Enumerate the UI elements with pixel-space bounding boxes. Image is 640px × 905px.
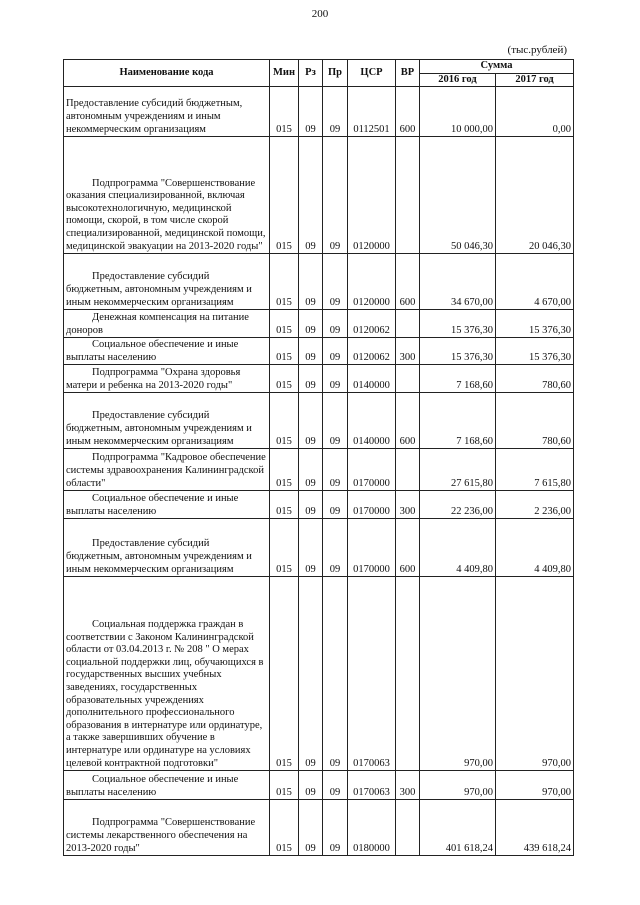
row-name: Предоставление субсидий бюджетным, автономным учреждениям и иным некоммерческим организациям xyxy=(64,393,270,449)
table-header-row xyxy=(64,60,574,74)
row-csr: 0170063 xyxy=(348,771,396,800)
row-min: 015 xyxy=(270,254,299,310)
row-pr: 09 xyxy=(323,254,348,310)
row-2016: 7 168,60 xyxy=(420,393,496,449)
row-rz: 09 xyxy=(299,491,323,519)
row-min: 015 xyxy=(270,338,299,365)
row-2017: 970,00 xyxy=(496,771,574,800)
row-min: 015 xyxy=(270,365,299,393)
row-vr xyxy=(396,449,420,491)
row-vr xyxy=(396,310,420,338)
row-rz: 09 xyxy=(299,393,323,449)
row-2017: 7 615,80 xyxy=(496,449,574,491)
row-2017: 2 236,00 xyxy=(496,491,574,519)
row-csr: 0112501 xyxy=(348,87,396,137)
row-vr: 300 xyxy=(396,491,420,519)
row-min: 015 xyxy=(270,310,299,338)
row-csr: 0120000 xyxy=(348,137,396,254)
row-vr xyxy=(396,577,420,771)
row-2017: 970,00 xyxy=(496,577,574,771)
row-rz: 09 xyxy=(299,254,323,310)
header-name: Наименование кода xyxy=(64,60,270,87)
table-row xyxy=(64,310,574,338)
row-2016: 15 376,30 xyxy=(420,310,496,338)
row-csr: 0170063 xyxy=(348,577,396,771)
row-min: 015 xyxy=(270,449,299,491)
row-csr: 0120062 xyxy=(348,338,396,365)
row-rz: 09 xyxy=(299,519,323,577)
row-csr: 0140000 xyxy=(348,365,396,393)
row-name: Предоставление субсидий бюджетным, автономным учреждениям и иным некоммерческим организациям xyxy=(64,254,270,310)
row-pr: 09 xyxy=(323,137,348,254)
row-2017: 439 618,24 xyxy=(496,800,574,856)
row-pr: 09 xyxy=(323,393,348,449)
row-vr xyxy=(396,800,420,856)
row-vr xyxy=(396,137,420,254)
row-2016: 22 236,00 xyxy=(420,491,496,519)
row-rz: 09 xyxy=(299,771,323,800)
row-min: 015 xyxy=(270,137,299,254)
row-rz: 09 xyxy=(299,577,323,771)
row-name: Социальное обеспечение и иные выплаты населению xyxy=(64,491,270,519)
row-min: 015 xyxy=(270,577,299,771)
table-row xyxy=(64,87,574,137)
row-name: Денежная компенсация на питание доноров xyxy=(64,310,270,338)
row-2017: 780,60 xyxy=(496,393,574,449)
table-row xyxy=(64,338,574,365)
table-row xyxy=(64,365,574,393)
row-csr: 0170000 xyxy=(348,519,396,577)
row-rz: 09 xyxy=(299,449,323,491)
row-rz: 09 xyxy=(299,87,323,137)
row-2017: 4 670,00 xyxy=(496,254,574,310)
units-label: (тыс.рублей) xyxy=(507,44,567,56)
row-name: Социальная поддержка граждан в соответствии с Законом Калининградской области от 03.04.2013 г. № 208 " О мерах социальной поддержки лиц, обучающихся в государственных высших учебных заведениях, государственных образовательных учреждениях дополнительного профессионального образования в интернатуре или ординатуре, а также завершивших обучение в интернатуре или ординатуре на условиях целевой контрактной подготовки" xyxy=(64,577,270,771)
row-2016: 50 046,30 xyxy=(420,137,496,254)
row-csr: 0170000 xyxy=(348,491,396,519)
row-2016: 970,00 xyxy=(420,771,496,800)
row-rz: 09 xyxy=(299,338,323,365)
row-name: Социальное обеспечение и иные выплаты населению xyxy=(64,338,270,365)
header-2016: 2016 год xyxy=(420,73,496,87)
table-row xyxy=(64,771,574,800)
row-pr: 09 xyxy=(323,771,348,800)
header-2017: 2017 год xyxy=(496,73,574,87)
table-row xyxy=(64,137,574,254)
row-csr: 0170000 xyxy=(348,449,396,491)
row-min: 015 xyxy=(270,491,299,519)
row-pr: 09 xyxy=(323,338,348,365)
row-min: 015 xyxy=(270,771,299,800)
row-min: 015 xyxy=(270,519,299,577)
row-min: 015 xyxy=(270,87,299,137)
row-pr: 09 xyxy=(323,365,348,393)
row-pr: 09 xyxy=(323,310,348,338)
row-vr: 600 xyxy=(396,519,420,577)
row-pr: 09 xyxy=(323,800,348,856)
row-vr: 300 xyxy=(396,771,420,800)
row-csr: 0120062 xyxy=(348,310,396,338)
row-2016: 4 409,80 xyxy=(420,519,496,577)
row-2016: 401 618,24 xyxy=(420,800,496,856)
row-csr: 0120000 xyxy=(348,254,396,310)
table-row xyxy=(64,577,574,771)
budget-table xyxy=(63,59,574,856)
row-csr: 0180000 xyxy=(348,800,396,856)
row-pr: 09 xyxy=(323,449,348,491)
row-2017: 20 046,30 xyxy=(496,137,574,254)
row-rz: 09 xyxy=(299,800,323,856)
row-2016: 10 000,00 xyxy=(420,87,496,137)
row-2016: 7 168,60 xyxy=(420,365,496,393)
page-number: 200 xyxy=(311,8,329,20)
header-min: Мин xyxy=(270,60,299,87)
header-rz: Рз xyxy=(299,60,323,87)
row-name: Подпрограмма "Совершенствование оказания специализированной, включая высокотехнологичную, медицинской помощи, скорой, в том числе скорой специализированной, медицинской помощи, медицинской эвакуации на 2013-2020 годы" xyxy=(64,137,270,254)
row-min: 015 xyxy=(270,800,299,856)
row-rz: 09 xyxy=(299,310,323,338)
table-row xyxy=(64,800,574,856)
row-name: Подпрограмма "Кадровое обеспечение системы здравоохранения Калининградской области" xyxy=(64,449,270,491)
row-rz: 09 xyxy=(299,137,323,254)
row-2016: 34 670,00 xyxy=(420,254,496,310)
row-csr: 0140000 xyxy=(348,393,396,449)
row-2017: 4 409,80 xyxy=(496,519,574,577)
table-row xyxy=(64,254,574,310)
row-vr: 300 xyxy=(396,338,420,365)
row-pr: 09 xyxy=(323,87,348,137)
table-row xyxy=(64,449,574,491)
row-name: Подпрограмма "Совершенствование системы лекарственного обеспечения на 2013-2020 годы" xyxy=(64,800,270,856)
row-2017: 15 376,30 xyxy=(496,338,574,365)
row-2016: 27 615,80 xyxy=(420,449,496,491)
row-vr xyxy=(396,365,420,393)
row-name: Предоставление субсидий бюджетным, автономным учреждениям и иным некоммерческим организациям xyxy=(64,519,270,577)
row-pr: 09 xyxy=(323,519,348,577)
row-2017: 0,00 xyxy=(496,87,574,137)
row-min: 015 xyxy=(270,393,299,449)
header-sum: Сумма xyxy=(420,60,574,74)
row-pr: 09 xyxy=(323,577,348,771)
table-row xyxy=(64,519,574,577)
row-vr: 600 xyxy=(396,87,420,137)
header-csr: ЦСР xyxy=(348,60,396,87)
table-row xyxy=(64,393,574,449)
row-2017: 780,60 xyxy=(496,365,574,393)
row-2016: 15 376,30 xyxy=(420,338,496,365)
row-2017: 15 376,30 xyxy=(496,310,574,338)
row-name: Подпрограмма "Охрана здоровья матери и ребенка на 2013-2020 годы" xyxy=(64,365,270,393)
table-row xyxy=(64,491,574,519)
row-vr: 600 xyxy=(396,254,420,310)
header-pr: Пр xyxy=(323,60,348,87)
row-name: Предоставление субсидий бюджетным, автономным учреждениям и иным некоммерческим организациям xyxy=(64,87,270,137)
row-rz: 09 xyxy=(299,365,323,393)
row-vr: 600 xyxy=(396,393,420,449)
row-name: Социальное обеспечение и иные выплаты населению xyxy=(64,771,270,800)
row-pr: 09 xyxy=(323,491,348,519)
row-2016: 970,00 xyxy=(420,577,496,771)
header-vr: ВР xyxy=(396,60,420,87)
